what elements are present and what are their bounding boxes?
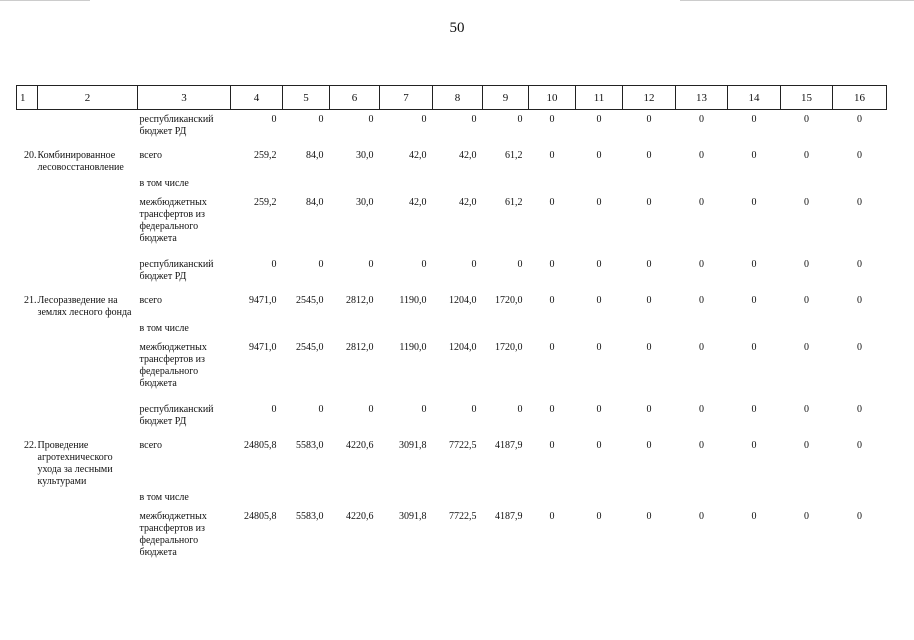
item-number: [17, 255, 38, 291]
value-cell: 2812,0: [346, 295, 374, 306]
column-header: 2: [38, 86, 138, 110]
value-cell: [483, 319, 529, 338]
value-cell: [676, 488, 728, 507]
value-cell: 0: [646, 114, 652, 125]
value-cell: [483, 488, 529, 507]
budget-table: [16, 85, 887, 569]
column-header: 12: [623, 86, 676, 110]
item-number: [17, 400, 38, 436]
value-cell: 24805,8: [244, 440, 277, 451]
table-row: [17, 507, 887, 569]
value-cell: 0: [699, 511, 704, 522]
value-cell: [623, 488, 676, 507]
value-cell: 61,2: [505, 150, 523, 161]
value-cell: 0: [857, 197, 862, 208]
value-cell: 0: [368, 114, 374, 125]
value-cell: 0: [596, 342, 602, 353]
value-cell: 7722,5: [449, 440, 477, 451]
column-header: 15: [781, 86, 833, 110]
value-cell: 0: [804, 150, 809, 161]
table-row: [17, 338, 887, 400]
column-header: 9: [483, 86, 529, 110]
value-cell: 0: [596, 404, 602, 415]
value-cell: [576, 174, 623, 193]
value-cell: 0: [857, 511, 862, 522]
value-cell: 0: [517, 259, 523, 270]
value-cell: 0: [421, 259, 427, 270]
value-cell: 1720,0: [495, 342, 523, 353]
item-name: [38, 193, 138, 255]
value-cell: 84,0: [306, 197, 324, 208]
funding-source: всего: [139, 295, 163, 306]
value-cell: [728, 488, 781, 507]
value-cell: 1190,0: [399, 342, 427, 353]
column-header: 13: [676, 86, 728, 110]
value-cell: 1720,0: [495, 295, 523, 306]
value-cell: 0: [857, 404, 862, 415]
table-row: [17, 319, 887, 338]
value-cell: 0: [804, 295, 809, 306]
value-cell: [283, 319, 330, 338]
value-cell: [676, 174, 728, 193]
value-cell: 0: [517, 114, 523, 125]
value-cell: [576, 319, 623, 338]
value-cell: [231, 319, 283, 338]
value-cell: 30,0: [356, 150, 374, 161]
value-cell: 0: [804, 342, 809, 353]
value-cell: [728, 174, 781, 193]
value-cell: 0: [857, 295, 862, 306]
value-cell: 0: [857, 150, 862, 161]
value-cell: 3091,8: [399, 440, 427, 451]
value-cell: 0: [549, 342, 555, 353]
item-name: [38, 255, 138, 291]
value-cell: [676, 319, 728, 338]
value-cell: 5583,0: [296, 440, 324, 451]
value-cell: [433, 174, 483, 193]
value-cell: 0: [751, 440, 757, 451]
value-cell: 42,0: [459, 197, 477, 208]
value-cell: [330, 174, 380, 193]
value-cell: 0: [751, 197, 757, 208]
value-cell: 0: [699, 259, 704, 270]
item-name: Проведение агротехнического ухода за лесными культурами: [37, 440, 113, 487]
value-cell: 0: [646, 295, 652, 306]
value-cell: 0: [804, 511, 809, 522]
value-cell: [433, 488, 483, 507]
value-cell: 259,2: [254, 150, 277, 161]
value-cell: 0: [271, 259, 277, 270]
funding-source: республиканский бюджет РД: [139, 114, 214, 137]
value-cell: [380, 174, 433, 193]
column-header: 7: [380, 86, 433, 110]
value-cell: [231, 174, 283, 193]
table-row: [17, 146, 887, 174]
value-cell: 0: [699, 342, 704, 353]
item-number: [17, 507, 38, 569]
value-cell: [833, 174, 887, 193]
value-cell: [433, 319, 483, 338]
value-cell: 0: [596, 114, 602, 125]
value-cell: 0: [699, 114, 704, 125]
value-cell: 0: [804, 440, 809, 451]
value-cell: 0: [857, 114, 862, 125]
value-cell: 0: [596, 295, 602, 306]
value-cell: 2545,0: [296, 295, 324, 306]
value-cell: [576, 488, 623, 507]
item-number: [17, 488, 38, 507]
value-cell: 0: [699, 295, 704, 306]
value-cell: 2545,0: [296, 342, 324, 353]
column-header: 14: [728, 86, 781, 110]
table-row: [17, 255, 887, 291]
column-header: 5: [283, 86, 330, 110]
funding-source: в том числе: [139, 178, 189, 189]
value-cell: 259,2: [254, 197, 277, 208]
value-cell: 0: [596, 511, 602, 522]
value-cell: 0: [804, 197, 809, 208]
funding-source: в том числе: [139, 492, 189, 503]
value-cell: 0: [549, 440, 555, 451]
item-number: 22.: [24, 440, 37, 451]
value-cell: [529, 319, 576, 338]
column-header: 10: [529, 86, 576, 110]
value-cell: 61,2: [505, 197, 523, 208]
value-cell: 0: [471, 259, 477, 270]
value-cell: [781, 488, 833, 507]
value-cell: 0: [318, 259, 324, 270]
column-header: 1: [17, 86, 38, 110]
value-cell: 4220,6: [346, 440, 374, 451]
value-cell: 0: [549, 404, 555, 415]
value-cell: [623, 174, 676, 193]
item-name: [38, 507, 138, 569]
value-cell: 0: [646, 259, 652, 270]
value-cell: 0: [596, 150, 602, 161]
value-cell: [330, 319, 380, 338]
value-cell: 0: [751, 150, 757, 161]
value-cell: 0: [699, 404, 704, 415]
value-cell: 0: [751, 404, 757, 415]
table-row: [17, 400, 887, 436]
item-name: Комбинированное лесовосстановление: [37, 150, 124, 173]
value-cell: [728, 319, 781, 338]
item-name: [38, 488, 138, 507]
value-cell: 4187,9: [495, 511, 523, 522]
value-cell: 0: [699, 150, 704, 161]
item-number: [17, 174, 38, 193]
value-cell: 9471,0: [249, 295, 277, 306]
item-number: 20.: [24, 150, 37, 161]
item-number: [17, 338, 38, 400]
value-cell: [781, 174, 833, 193]
column-header: 11: [576, 86, 623, 110]
value-cell: 4187,9: [495, 440, 523, 451]
value-cell: 0: [549, 259, 555, 270]
value-cell: 0: [271, 404, 277, 415]
column-header: 6: [330, 86, 380, 110]
value-cell: 84,0: [306, 150, 324, 161]
page-number: 50: [449, 20, 465, 36]
value-cell: 0: [646, 440, 652, 451]
funding-source: всего: [139, 440, 163, 451]
value-cell: [781, 319, 833, 338]
value-cell: 0: [471, 404, 477, 415]
value-cell: 0: [751, 295, 757, 306]
item-name: [38, 110, 138, 147]
table-row: [17, 436, 887, 488]
funding-source: республиканский бюджет РД: [139, 404, 214, 427]
value-cell: [483, 174, 529, 193]
value-cell: 0: [421, 114, 427, 125]
value-cell: 0: [368, 259, 374, 270]
value-cell: 42,0: [409, 197, 427, 208]
value-cell: 0: [751, 342, 757, 353]
column-header: 8: [433, 86, 483, 110]
item-name: [38, 174, 138, 193]
value-cell: 0: [549, 511, 555, 522]
item-name: [38, 400, 138, 436]
value-cell: [380, 319, 433, 338]
table-row: [17, 110, 887, 147]
value-cell: [529, 174, 576, 193]
item-number: 21.: [24, 295, 37, 306]
value-cell: [833, 488, 887, 507]
column-header: 3: [138, 86, 231, 110]
value-cell: 0: [549, 197, 555, 208]
value-cell: 0: [646, 404, 652, 415]
value-cell: [283, 174, 330, 193]
value-cell: 0: [857, 259, 862, 270]
funding-source: в том числе: [139, 323, 189, 334]
value-cell: 0: [596, 197, 602, 208]
value-cell: 0: [751, 259, 757, 270]
value-cell: 24805,8: [244, 511, 277, 522]
scan-edge-right: [680, 0, 914, 1]
value-cell: [283, 488, 330, 507]
value-cell: 0: [646, 150, 652, 161]
value-cell: 0: [549, 295, 555, 306]
value-cell: [529, 488, 576, 507]
value-cell: [231, 488, 283, 507]
column-number-row: [17, 86, 887, 110]
value-cell: 0: [804, 404, 809, 415]
value-cell: 0: [517, 404, 523, 415]
value-cell: 0: [421, 404, 427, 415]
value-cell: 4220,6: [346, 511, 374, 522]
value-cell: 0: [549, 114, 555, 125]
value-cell: 1190,0: [399, 295, 427, 306]
value-cell: 5583,0: [296, 511, 324, 522]
value-cell: [330, 488, 380, 507]
funding-source: межбюджетных трансфертов из федерального бюджета: [139, 342, 207, 389]
value-cell: 0: [804, 114, 809, 125]
value-cell: 0: [471, 114, 477, 125]
value-cell: 0: [646, 197, 652, 208]
value-cell: 0: [646, 342, 652, 353]
value-cell: 0: [368, 404, 374, 415]
funding-source: всего: [139, 150, 163, 161]
value-cell: 0: [699, 197, 704, 208]
value-cell: 0: [857, 342, 862, 353]
value-cell: 0: [549, 150, 555, 161]
value-cell: 0: [751, 114, 757, 125]
table-row: [17, 193, 887, 255]
scan-edge-left: [0, 0, 90, 1]
value-cell: [380, 488, 433, 507]
table-body: [17, 110, 887, 570]
value-cell: 0: [804, 259, 809, 270]
value-cell: 0: [271, 114, 277, 125]
value-cell: 1204,0: [449, 295, 477, 306]
funding-source: межбюджетных трансфертов из федерального бюджета: [139, 511, 207, 558]
item-number: [17, 193, 38, 255]
value-cell: 0: [857, 440, 862, 451]
value-cell: 2812,0: [346, 342, 374, 353]
item-number: [17, 319, 38, 338]
item-name: [38, 319, 138, 338]
value-cell: 42,0: [459, 150, 477, 161]
value-cell: 0: [596, 259, 602, 270]
item-name: [38, 338, 138, 400]
value-cell: 0: [646, 511, 652, 522]
value-cell: 30,0: [356, 197, 374, 208]
value-cell: [623, 319, 676, 338]
value-cell: 1204,0: [449, 342, 477, 353]
item-name: Лесоразведение на землях лесного фонда: [37, 295, 132, 318]
table-row: [17, 291, 887, 319]
value-cell: 0: [318, 114, 324, 125]
table-row: [17, 488, 887, 507]
funding-source: республиканский бюджет РД: [139, 259, 214, 282]
value-cell: 0: [318, 404, 324, 415]
value-cell: 3091,8: [399, 511, 427, 522]
value-cell: 0: [751, 511, 757, 522]
value-cell: 7722,5: [449, 511, 477, 522]
item-number: [17, 110, 38, 147]
column-header: 4: [231, 86, 283, 110]
column-header: 16: [833, 86, 887, 110]
value-cell: 0: [699, 440, 704, 451]
table-row: [17, 174, 887, 193]
value-cell: [833, 319, 887, 338]
funding-source: межбюджетных трансфертов из федерального бюджета: [139, 197, 207, 244]
value-cell: 0: [596, 440, 602, 451]
value-cell: 9471,0: [249, 342, 277, 353]
value-cell: 42,0: [409, 150, 427, 161]
